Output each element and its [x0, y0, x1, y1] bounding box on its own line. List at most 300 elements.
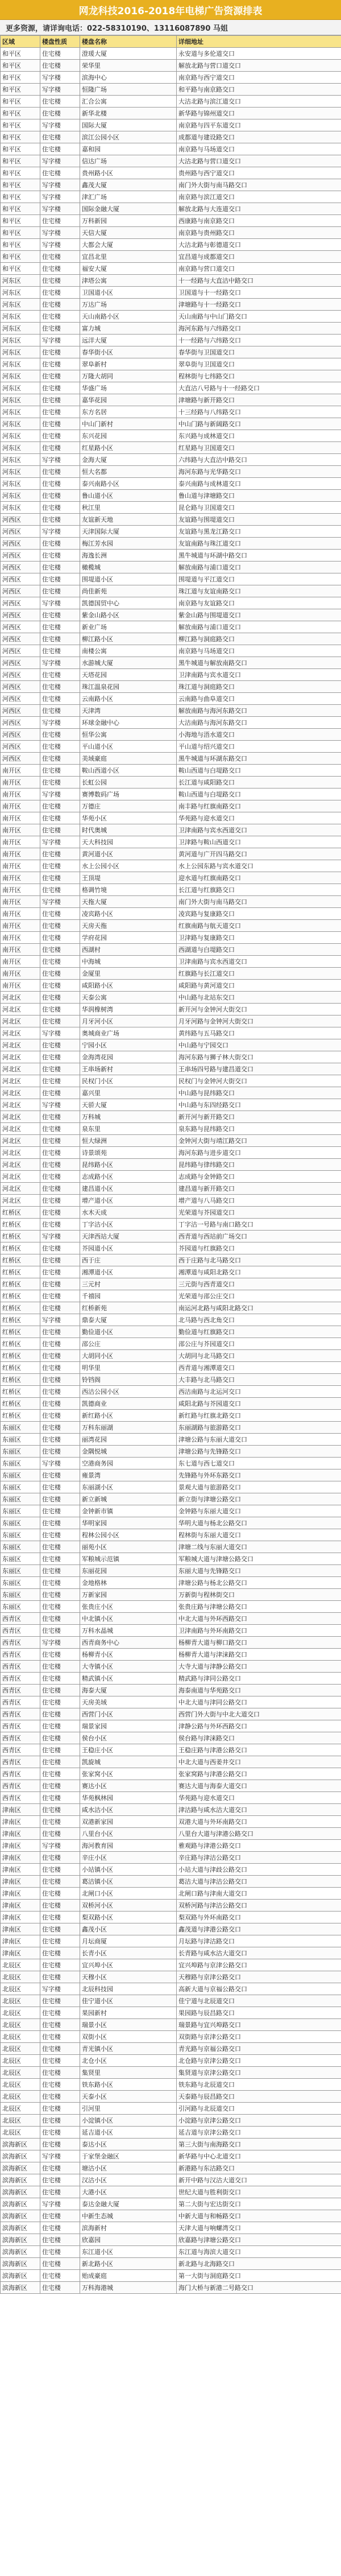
building-cell: 丽湾花园	[80, 1434, 177, 1446]
district-cell: 滨海新区	[1, 2139, 40, 2150]
building-cell: 北仓小区	[80, 2055, 177, 2067]
address-cell: 延吉道与京津公路交口	[177, 2127, 341, 2139]
table-row	[1, 1087, 341, 1099]
building-cell: 海泰大厦	[80, 1685, 177, 1696]
type-cell: 住宅楼	[40, 430, 80, 442]
address-cell: 中山路与东四经路交口	[177, 1099, 341, 1111]
district-cell: 河西区	[1, 657, 40, 669]
table-row	[1, 2246, 341, 2258]
district-cell: 河西区	[1, 669, 40, 681]
type-cell: 住宅楼	[40, 2186, 80, 2198]
building-cell: 嘉华花园	[80, 394, 177, 406]
building-cell: 长青小区	[80, 1947, 177, 1959]
table-row	[1, 812, 341, 824]
district-cell: 河北区	[1, 1171, 40, 1183]
building-cell: 金钟新市镇	[80, 1505, 177, 1517]
table-row	[1, 1231, 341, 1242]
address-cell: 海泰南道与华苑路交口	[177, 1685, 341, 1696]
address-cell: 海门大桥与新港二号路交口	[177, 2282, 341, 2294]
building-cell: 友谊新天地	[80, 514, 177, 526]
district-cell: 红桥区	[1, 1302, 40, 1314]
address-cell: 天山南路与中山门路交口	[177, 311, 341, 323]
table-row	[1, 860, 341, 872]
district-cell: 河东区	[1, 370, 40, 382]
type-cell: 住宅楼	[40, 1601, 80, 1613]
building-cell: 富力城	[80, 323, 177, 335]
table-row	[1, 1685, 341, 1696]
district-cell: 红桥区	[1, 1254, 40, 1266]
table-row	[1, 179, 341, 191]
building-cell: 围堤道小区	[80, 573, 177, 585]
district-cell: 河西区	[1, 753, 40, 765]
type-cell: 住宅楼	[40, 311, 80, 323]
address-cell: 凌宾路与复康路交口	[177, 908, 341, 920]
table-row	[1, 323, 341, 335]
type-cell: 住宅楼	[40, 299, 80, 311]
building-cell: 泰达小区	[80, 2139, 177, 2150]
table-row	[1, 1708, 341, 1720]
table-row	[1, 1183, 341, 1195]
district-cell: 津南区	[1, 1947, 40, 1959]
type-cell: 住宅楼	[40, 1780, 80, 1792]
building-cell: 嘉和园	[80, 143, 177, 155]
district-cell: 西青区	[1, 1768, 40, 1780]
building-cell: 梅江芳水园	[80, 538, 177, 550]
building-cell: 塘沽小区	[80, 2162, 177, 2174]
table-row	[1, 1481, 341, 1493]
table-row	[1, 1613, 341, 1625]
table-row	[1, 215, 341, 227]
table-row	[1, 550, 341, 562]
building-cell: 侯台小区	[80, 1732, 177, 1744]
district-cell: 南开区	[1, 800, 40, 812]
address-cell: 西沽南路与北运河交口	[177, 1386, 341, 1398]
address-cell: 西营门外大街与中北大道交口	[177, 1708, 341, 1720]
building-cell: 咸水沽小区	[80, 1804, 177, 1816]
district-cell: 滨海新区	[1, 2246, 40, 2258]
district-cell: 滨海新区	[1, 2222, 40, 2234]
district-cell: 河东区	[1, 466, 40, 478]
district-cell: 河东区	[1, 406, 40, 418]
type-cell: 住宅楼	[40, 1852, 80, 1864]
type-cell: 住宅楼	[40, 1362, 80, 1374]
address-cell: 芥园道与红旗路交口	[177, 1242, 341, 1254]
type-cell: 住宅楼	[40, 550, 80, 562]
table-row	[1, 490, 341, 502]
district-cell: 西青区	[1, 1673, 40, 1685]
building-cell: 西青商务中心	[80, 1637, 177, 1649]
table-row	[1, 1386, 341, 1398]
table-row	[1, 1780, 341, 1792]
table-row	[1, 1410, 341, 1422]
type-cell: 写字楼	[40, 597, 80, 609]
building-cell: 佳宁道小区	[80, 1995, 177, 2007]
district-cell: 西青区	[1, 1696, 40, 1708]
table-row	[1, 2270, 341, 2282]
type-cell: 住宅楼	[40, 96, 80, 108]
district-cell: 南开区	[1, 836, 40, 848]
building-cell: 万科东丽湖	[80, 1422, 177, 1434]
table-row	[1, 896, 341, 908]
table-row	[1, 1840, 341, 1852]
building-cell: 月牙河小区	[80, 1015, 177, 1027]
address-cell: 中北大道与津同公路交口	[177, 1696, 341, 1708]
district-cell: 南开区	[1, 765, 40, 777]
table-row	[1, 2031, 341, 2043]
type-cell: 住宅楼	[40, 1374, 80, 1386]
building-cell: 华明家园	[80, 1517, 177, 1529]
table-row	[1, 597, 341, 609]
address-cell: 大沽北路与滨江道交口	[177, 96, 341, 108]
type-cell: 住宅楼	[40, 167, 80, 179]
table-row	[1, 908, 341, 920]
address-cell: 双港大道与外环南路交口	[177, 1816, 341, 1828]
building-cell: 月坛商厦	[80, 1935, 177, 1947]
table-row	[1, 538, 341, 550]
type-cell: 写字楼	[40, 717, 80, 729]
type-cell: 住宅楼	[40, 1517, 80, 1529]
type-cell: 住宅楼	[40, 1935, 80, 1947]
district-cell: 北辰区	[1, 2043, 40, 2055]
address-cell: 西湖道与白堤路交口	[177, 944, 341, 956]
building-cell: 天泰小区	[80, 2091, 177, 2103]
table-row	[1, 1350, 341, 1362]
table-row	[1, 1099, 341, 1111]
district-cell: 河西区	[1, 514, 40, 526]
building-cell: 新业广场	[80, 621, 177, 633]
district-cell: 河东区	[1, 382, 40, 394]
type-cell: 住宅楼	[40, 1039, 80, 1051]
type-cell: 住宅楼	[40, 263, 80, 275]
address-cell: 新开中路与汉沽大道交口	[177, 2174, 341, 2186]
district-cell: 河东区	[1, 323, 40, 335]
district-cell: 滨海新区	[1, 2186, 40, 2198]
type-cell: 住宅楼	[40, 48, 80, 60]
type-cell: 住宅楼	[40, 1135, 80, 1147]
table-row	[1, 1302, 341, 1314]
type-cell: 住宅楼	[40, 1804, 80, 1816]
address-cell: 中山门路与新阔路交口	[177, 418, 341, 430]
type-cell: 住宅楼	[40, 777, 80, 789]
building-cell: 黄河道小区	[80, 848, 177, 860]
table-row	[1, 1625, 341, 1637]
table-row	[1, 1852, 341, 1864]
address-cell: 丁字沽一号路与南口路交口	[177, 1219, 341, 1231]
type-cell: 住宅楼	[40, 1469, 80, 1481]
table-row	[1, 741, 341, 753]
type-cell: 住宅楼	[40, 108, 80, 119]
address-cell: 小海地与浯水道交口	[177, 729, 341, 741]
address-cell: 新立街与津塘公路交口	[177, 1493, 341, 1505]
address-cell: 南京路与西宁道交口	[177, 72, 341, 84]
building-cell: 南楼公寓	[80, 645, 177, 657]
address-cell: 成都道与建设路交口	[177, 131, 341, 143]
building-cell: 空港商务园	[80, 1458, 177, 1469]
building-cell: 双港新家园	[80, 1816, 177, 1828]
district-cell: 南开区	[1, 956, 40, 968]
table-row	[1, 2103, 341, 2115]
building-cell: 大寺镇小区	[80, 1661, 177, 1673]
district-cell: 南开区	[1, 944, 40, 956]
table-row	[1, 1314, 341, 1326]
building-cell: 尚佳新苑	[80, 585, 177, 597]
district-cell: 河东区	[1, 454, 40, 466]
type-cell: 写字楼	[40, 1099, 80, 1111]
table-row	[1, 765, 341, 777]
type-cell: 写字楼	[40, 836, 80, 848]
building-cell: 鑫茂大厦	[80, 179, 177, 191]
district-cell: 河西区	[1, 585, 40, 597]
type-cell: 住宅楼	[40, 1004, 80, 1015]
table-row	[1, 753, 341, 765]
district-cell: 和平区	[1, 179, 40, 191]
district-cell: 津南区	[1, 1935, 40, 1947]
type-cell: 写字楼	[40, 789, 80, 800]
type-cell: 住宅楼	[40, 1720, 80, 1732]
building-cell: 王稳庄小区	[80, 1744, 177, 1756]
district-cell: 北辰区	[1, 1995, 40, 2007]
type-cell: 写字楼	[40, 1840, 80, 1852]
building-cell: 新立新城	[80, 1493, 177, 1505]
type-cell: 住宅楼	[40, 1912, 80, 1923]
district-cell: 津南区	[1, 1828, 40, 1840]
building-cell: 贻成豪庭	[80, 2270, 177, 2282]
address-cell: 南京路与友谊路交口	[177, 597, 341, 609]
address-cell: 南京路与营口道交口	[177, 263, 341, 275]
district-cell: 和平区	[1, 263, 40, 275]
building-cell: 鑫茂小区	[80, 1923, 177, 1935]
building-cell: 红星路小区	[80, 442, 177, 454]
building-cell: 凯德商业	[80, 1398, 177, 1410]
address-cell: 双街路与京津公路交口	[177, 2031, 341, 2043]
type-cell: 住宅楼	[40, 1529, 80, 1541]
type-cell: 住宅楼	[40, 2055, 80, 2067]
building-cell: 奥城商业广场	[80, 1027, 177, 1039]
district-cell: 津南区	[1, 1816, 40, 1828]
address-cell: 小淀路与京津公路交口	[177, 2115, 341, 2127]
type-cell: 住宅楼	[40, 621, 80, 633]
table-row	[1, 108, 341, 119]
type-cell: 住宅楼	[40, 323, 80, 335]
district-cell: 北辰区	[1, 2031, 40, 2043]
address-cell: 卫津路与鞍山西道交口	[177, 836, 341, 848]
address-cell: 春华街与卫国道交口	[177, 346, 341, 358]
address-cell: 东兴路与成林道交口	[177, 430, 341, 442]
building-cell: 恒华公寓	[80, 729, 177, 741]
table-row	[1, 609, 341, 621]
address-cell: 黑牛城道与环湖东路交口	[177, 753, 341, 765]
address-cell: 民权门与金钟河大街交口	[177, 1075, 341, 1087]
table-row	[1, 1756, 341, 1768]
district-cell: 西青区	[1, 1661, 40, 1673]
building-cell: 赛达小区	[80, 1780, 177, 1792]
district-cell: 河东区	[1, 358, 40, 370]
table-row	[1, 2067, 341, 2079]
type-cell: 住宅楼	[40, 1565, 80, 1577]
table-row	[1, 2162, 341, 2174]
district-cell: 西青区	[1, 1756, 40, 1768]
district-cell: 西青区	[1, 1649, 40, 1661]
table-row	[1, 1971, 341, 1983]
district-cell: 河东区	[1, 478, 40, 490]
building-cell: 赛博数码广场	[80, 789, 177, 800]
table-row	[1, 968, 341, 980]
table-row	[1, 1374, 341, 1386]
table-row	[1, 980, 341, 992]
table-row	[1, 1816, 341, 1828]
building-cell: 远洋大厦	[80, 335, 177, 346]
type-cell: 住宅楼	[40, 1207, 80, 1219]
address-cell: 青光路与京福公路交口	[177, 2043, 341, 2055]
address-cell: 围堤道与平江道交口	[177, 573, 341, 585]
type-cell: 写字楼	[40, 526, 80, 538]
type-cell: 住宅楼	[40, 1063, 80, 1075]
district-cell: 东丽区	[1, 1458, 40, 1469]
district-cell: 河东区	[1, 299, 40, 311]
table-row	[1, 1469, 341, 1481]
type-cell: 住宅楼	[40, 370, 80, 382]
table-row	[1, 669, 341, 681]
type-cell: 住宅楼	[40, 872, 80, 884]
table-row	[1, 872, 341, 884]
building-cell: 荣华里	[80, 60, 177, 72]
building-cell: 新华北楼	[80, 108, 177, 119]
district-cell: 红桥区	[1, 1398, 40, 1410]
table-row	[1, 1565, 341, 1577]
table-row	[1, 2258, 341, 2270]
address-cell: 解放南路与浦口道交口	[177, 562, 341, 573]
type-cell: 写字楼	[40, 1637, 80, 1649]
type-cell: 住宅楼	[40, 2162, 80, 2174]
district-cell: 河西区	[1, 573, 40, 585]
address-cell: 光荣道与芥园道交口	[177, 1207, 341, 1219]
address-cell: 景观大道与旅游路交口	[177, 1481, 341, 1493]
type-cell: 住宅楼	[40, 478, 80, 490]
address-cell: 长江道与咸阳路交口	[177, 777, 341, 789]
building-cell: 海河教育园	[80, 1840, 177, 1852]
type-cell: 住宅楼	[40, 1422, 80, 1434]
type-cell: 住宅楼	[40, 1792, 80, 1804]
type-cell: 住宅楼	[40, 1995, 80, 2007]
address-cell: 建昌道与新开路交口	[177, 1183, 341, 1195]
district-cell: 河东区	[1, 346, 40, 358]
district-cell: 南开区	[1, 908, 40, 920]
district-cell: 和平区	[1, 143, 40, 155]
building-cell: 王顶堤	[80, 872, 177, 884]
type-cell: 写字楼	[40, 2198, 80, 2210]
address-cell: 大胡同与北马路交口	[177, 1350, 341, 1362]
type-cell: 住宅楼	[40, 2103, 80, 2115]
table-row	[1, 1207, 341, 1219]
district-cell: 河北区	[1, 1027, 40, 1039]
table-row	[1, 1589, 341, 1601]
address-cell: 天津大道与响螺湾交口	[177, 2222, 341, 2234]
district-cell: 南开区	[1, 920, 40, 932]
table-row	[1, 1768, 341, 1780]
address-cell: 卫国道与十一经路交口	[177, 287, 341, 299]
building-cell: 三元村	[80, 1278, 177, 1290]
district-cell: 东丽区	[1, 1565, 40, 1577]
building-cell: 梨双路小区	[80, 1912, 177, 1923]
table-row	[1, 1792, 341, 1804]
resource-table	[0, 35, 341, 2294]
address-cell: 大沽北路与营口道交口	[177, 155, 341, 167]
district-cell: 和平区	[1, 60, 40, 72]
building-cell: 春华街小区	[80, 346, 177, 358]
address-cell: 迎水道与红旗南路交口	[177, 872, 341, 884]
district-cell: 河西区	[1, 633, 40, 645]
type-cell: 住宅楼	[40, 1541, 80, 1553]
table-row	[1, 717, 341, 729]
type-cell: 住宅楼	[40, 514, 80, 526]
building-cell: 金海湾花园	[80, 1051, 177, 1063]
table-row	[1, 1278, 341, 1290]
address-cell: 海河东路与进步道交口	[177, 1147, 341, 1159]
address-cell: 万新街与程林街交口	[177, 1589, 341, 1601]
address-cell: 友谊路与围堤道交口	[177, 514, 341, 526]
table-row	[1, 1601, 341, 1613]
address-cell: 津塘公路与杨北公路交口	[177, 1577, 341, 1589]
type-cell: 住宅楼	[40, 824, 80, 836]
table-row	[1, 621, 341, 633]
table-row	[1, 2210, 341, 2222]
district-cell: 西青区	[1, 1720, 40, 1732]
address-cell: 赛达大道与海泰大道交口	[177, 1780, 341, 1792]
district-cell: 津南区	[1, 1852, 40, 1864]
building-cell: 千禧园	[80, 1290, 177, 1302]
building-cell: 新红路小区	[80, 1410, 177, 1422]
building-cell: 海逸长洲	[80, 550, 177, 562]
type-cell: 住宅楼	[40, 705, 80, 717]
address-cell: 南门外大街与南马路交口	[177, 179, 341, 191]
type-cell: 住宅楼	[40, 633, 80, 645]
type-cell: 住宅楼	[40, 1123, 80, 1135]
district-cell: 滨海新区	[1, 2150, 40, 2162]
building-cell: 北辰科技园	[80, 1983, 177, 1995]
type-cell: 住宅楼	[40, 1075, 80, 1087]
type-cell: 住宅楼	[40, 956, 80, 968]
district-cell: 东丽区	[1, 1541, 40, 1553]
table-row	[1, 693, 341, 705]
building-cell: 西湖村	[80, 944, 177, 956]
table-row	[1, 1219, 341, 1231]
header-district: 区域	[1, 36, 40, 48]
address-cell: 中北大道与西姜井交口	[177, 1756, 341, 1768]
building-cell: 水游城大厦	[80, 657, 177, 669]
address-cell: 卫津南路与宾水西道交口	[177, 824, 341, 836]
type-cell: 写字楼	[40, 1983, 80, 1995]
building-cell: 天泰公寓	[80, 992, 177, 1004]
table-row	[1, 789, 341, 800]
address-cell: 侯台路与津涞路交口	[177, 1732, 341, 1744]
type-cell: 写字楼	[40, 1458, 80, 1469]
address-cell: 水上公园东路与宾水道交口	[177, 860, 341, 872]
district-cell: 南开区	[1, 777, 40, 789]
building-cell: 柳江路小区	[80, 633, 177, 645]
district-cell: 河北区	[1, 1015, 40, 1027]
table-row	[1, 1015, 341, 1027]
district-cell: 南开区	[1, 980, 40, 992]
district-cell: 红桥区	[1, 1326, 40, 1338]
header-type: 楼盘性质	[40, 36, 80, 48]
building-cell: 铃铛阁	[80, 1374, 177, 1386]
building-cell: 天津国际大厦	[80, 526, 177, 538]
address-cell: 瑞景路与宜兴埠路交口	[177, 2019, 341, 2031]
type-cell: 住宅楼	[40, 1326, 80, 1338]
building-cell: 天拖大厦	[80, 896, 177, 908]
address-cell: 友谊路与黑龙江路交口	[177, 526, 341, 538]
type-cell: 住宅楼	[40, 1195, 80, 1207]
